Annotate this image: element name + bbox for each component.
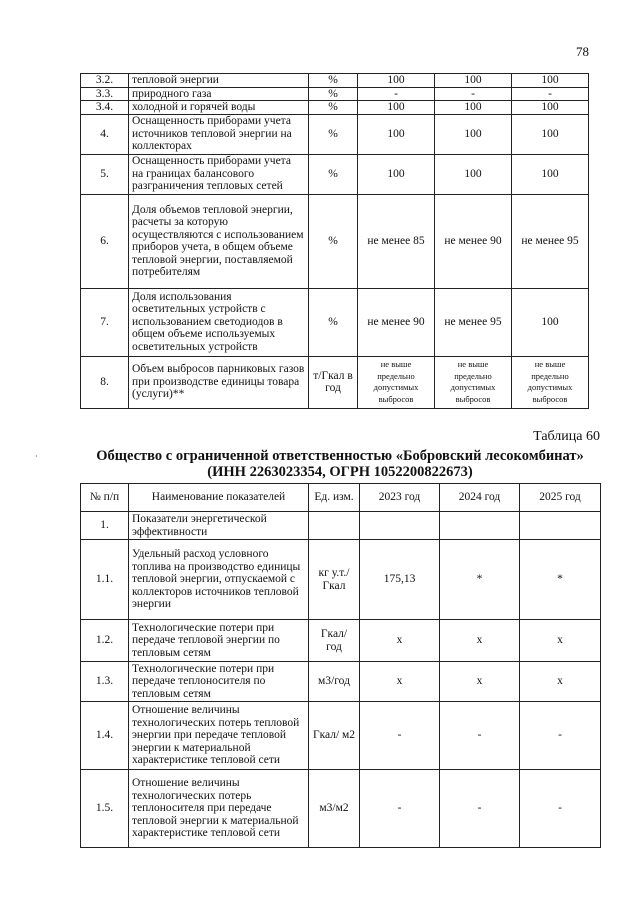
row-number: 6. bbox=[81, 194, 129, 288]
value-2024: - bbox=[440, 702, 520, 770]
indicator-name: Доля использования осветительных устройств с использованием светодиодов в общем объеме используемых осветительных устройств bbox=[129, 288, 309, 356]
row-number: 1.5. bbox=[81, 770, 129, 848]
value-2024: 100 bbox=[435, 154, 512, 194]
header-unit: Ед. изм. bbox=[309, 484, 360, 512]
value-2025: 100 bbox=[512, 101, 589, 115]
value-2023 bbox=[360, 512, 440, 540]
table-row bbox=[81, 74, 589, 88]
value-2024: x bbox=[440, 620, 520, 662]
value-2025: 100 bbox=[512, 154, 589, 194]
company-ids: (ИНН 2263023354, ОГРН 1052200822673) bbox=[207, 464, 473, 480]
value-2025: 100 bbox=[512, 74, 589, 88]
unit-cell: % bbox=[309, 194, 358, 288]
row-number: 1.4. bbox=[81, 702, 129, 770]
indicator-name: Объем выбросов парниковых газов при производстве единицы товара (услуги)** bbox=[129, 356, 309, 408]
value-2023: 175,13 bbox=[360, 540, 440, 620]
table-row bbox=[81, 114, 589, 154]
value-2025: x bbox=[520, 662, 601, 702]
unit-cell: м3/год bbox=[309, 662, 360, 702]
value-2024: 100 bbox=[435, 101, 512, 115]
table-row bbox=[81, 194, 589, 288]
page-number: 78 bbox=[576, 44, 589, 59]
value-2024: - bbox=[435, 87, 512, 101]
value-2025: - bbox=[520, 770, 601, 848]
table-row bbox=[81, 356, 589, 408]
unit-cell: м3/м2 bbox=[309, 770, 360, 848]
unit-cell: % bbox=[309, 101, 358, 115]
table-row bbox=[81, 662, 601, 702]
value-2023: не менее 90 bbox=[358, 288, 435, 356]
header-name: Наименование показателей bbox=[129, 484, 309, 512]
table-label: Таблица 60 bbox=[533, 429, 600, 444]
row-number: 3.4. bbox=[81, 101, 129, 115]
indicator-name: природного газа bbox=[129, 87, 309, 101]
value-2024 bbox=[440, 512, 520, 540]
value-2023: - bbox=[360, 702, 440, 770]
value-2025: не менее 95 bbox=[512, 194, 589, 288]
value-2024: не менее 90 bbox=[435, 194, 512, 288]
value-2024: - bbox=[440, 770, 520, 848]
table-row bbox=[81, 620, 601, 662]
table-row bbox=[81, 512, 601, 540]
company-title: Общество с ограниченной ответственностью «Бобровский лесокомбинат» bbox=[96, 448, 584, 464]
row-number: 8. bbox=[81, 356, 129, 408]
unit-cell: Гкал/ год bbox=[309, 620, 360, 662]
value-2023: 100 bbox=[358, 154, 435, 194]
unit-cell: % bbox=[309, 74, 358, 88]
value-2025 bbox=[520, 512, 601, 540]
indicator-name: Отношение величины технологических потерь тепловой энергии при передаче тепловой энергии к материальной характеристике тепловой сети bbox=[129, 702, 309, 770]
unit-cell: % bbox=[309, 87, 358, 101]
row-number: 3.3. bbox=[81, 87, 129, 101]
row-number: 4. bbox=[81, 114, 129, 154]
table-row bbox=[81, 770, 601, 848]
row-number: 3.2. bbox=[81, 74, 129, 88]
indicator-name: Оснащенность приборами учета источников тепловой энергии на коллекторах bbox=[129, 114, 309, 154]
value-2024: x bbox=[440, 662, 520, 702]
header-2023: 2023 год bbox=[360, 484, 440, 512]
header-num: № п/п bbox=[81, 484, 129, 512]
value-2023: - bbox=[358, 87, 435, 101]
value-2025: - bbox=[520, 702, 601, 770]
unit-cell: т/Гкал в год bbox=[309, 356, 358, 408]
unit-cell: Гкал/ м2 bbox=[309, 702, 360, 770]
table-row bbox=[81, 87, 589, 101]
indicator-name: Удельный расход условного топлива на производство единицы тепловой энергии, отпускаемой с коллекторов источников тепловой энергии bbox=[129, 540, 309, 620]
value-2023: не менее 85 bbox=[358, 194, 435, 288]
value-2023: 100 bbox=[358, 114, 435, 154]
indicator-name: Технологические потери при передаче теплоносителя по тепловым сетям bbox=[129, 662, 309, 702]
value-2025: * bbox=[520, 540, 601, 620]
stray-mark: · bbox=[35, 452, 38, 461]
header-2025: 2025 год bbox=[520, 484, 601, 512]
value-2023: 100 bbox=[358, 101, 435, 115]
unit-cell: % bbox=[309, 154, 358, 194]
value-2024: * bbox=[440, 540, 520, 620]
indicator-name: Показатели энергетической эффективности bbox=[129, 512, 309, 540]
indicator-name: Отношение величины технологических потерь теплоносителя при передаче тепловой энергии к материальной характеристике тепловой сети bbox=[129, 770, 309, 848]
indicators-table-continued bbox=[80, 73, 589, 409]
header-2024: 2024 год bbox=[440, 484, 520, 512]
value-2025: 100 bbox=[512, 114, 589, 154]
row-number: 1.3. bbox=[81, 662, 129, 702]
value-2023: x bbox=[360, 620, 440, 662]
indicators-table bbox=[80, 483, 601, 848]
table-row bbox=[81, 540, 601, 620]
value-2024: 100 bbox=[435, 114, 512, 154]
value-2023: не выше предельно допустимых выбросов bbox=[358, 356, 435, 408]
value-2024: 100 bbox=[435, 74, 512, 88]
row-number: 1. bbox=[81, 512, 129, 540]
row-number: 1.2. bbox=[81, 620, 129, 662]
indicator-name: холодной и горячей воды bbox=[129, 101, 309, 115]
indicator-name: Технологические потери при передаче тепловой энергии по тепловым сетям bbox=[129, 620, 309, 662]
indicator-name: Доля объемов тепловой энергии, расчеты за которую осуществляются с использованием приборов учета, в общем объеме тепловой энергии, поставляемой потребителям bbox=[129, 194, 309, 288]
value-2024: не выше предельно допустимых выбросов bbox=[435, 356, 512, 408]
row-number: 1.1. bbox=[81, 540, 129, 620]
table-row bbox=[81, 101, 589, 115]
indicator-name: Оснащенность приборами учета на границах балансового разграничения тепловых сетей bbox=[129, 154, 309, 194]
table-row bbox=[81, 288, 589, 356]
row-number: 7. bbox=[81, 288, 129, 356]
unit-cell: % bbox=[309, 288, 358, 356]
indicator-name: тепловой энергии bbox=[129, 74, 309, 88]
table-header-row bbox=[81, 484, 601, 512]
unit-cell: % bbox=[309, 114, 358, 154]
unit-cell bbox=[309, 512, 360, 540]
value-2025: 100 bbox=[512, 288, 589, 356]
value-2025: не выше предельно допустимых выбросов bbox=[512, 356, 589, 408]
value-2025: x bbox=[520, 620, 601, 662]
table-row bbox=[81, 154, 589, 194]
table-row bbox=[81, 702, 601, 770]
value-2023: 100 bbox=[358, 74, 435, 88]
row-number: 5. bbox=[81, 154, 129, 194]
value-2023: - bbox=[360, 770, 440, 848]
unit-cell: кг у.т./ Гкал bbox=[309, 540, 360, 620]
value-2025: - bbox=[512, 87, 589, 101]
value-2024: не менее 95 bbox=[435, 288, 512, 356]
value-2023: x bbox=[360, 662, 440, 702]
